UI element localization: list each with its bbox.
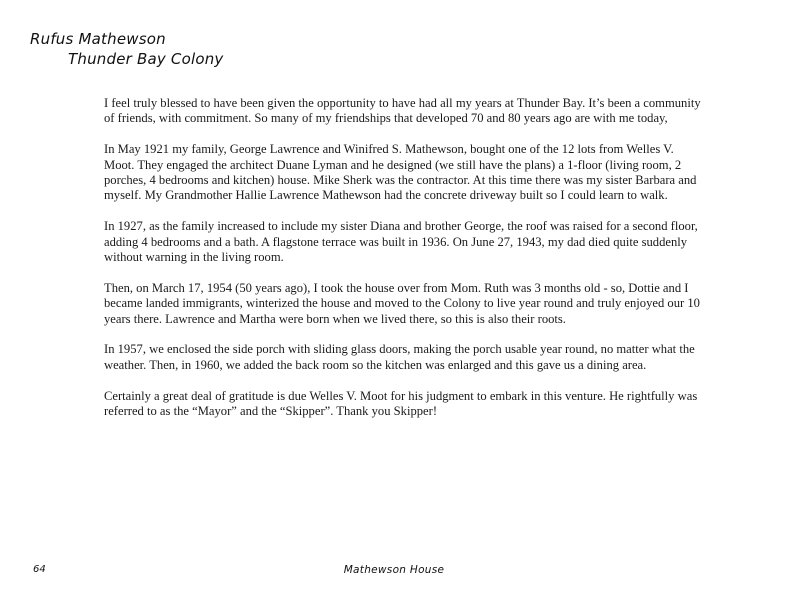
colony-name: Thunder Bay Colony: [68, 50, 224, 68]
author-name: Rufus Mathewson: [30, 30, 166, 48]
paragraph-5: In 1957, we enclosed the side porch with sliding glass doors, making the porch usable year round, no matter what the weather. Then, in 1960, we added the back room so the kitchen was enlarged and this gave us a dining area.: [104, 342, 695, 372]
paragraph-1: I feel truly blessed to have been given the opportunity to have had all my years at Thunder Bay. It’s been a community of friends, with commitment. So many of my friendships that developed 70 and 80 years ago are with me today,: [104, 96, 701, 126]
paragraph-2: In May 1921 my family, George Lawrence and Winifred S. Mathewson, bought one of the 12 lots from Welles V. Moot. They engaged the architect Duane Lyman and he designed (we still have the plans) a 1-floor (living room, 2 porches, 4 bedrooms and kitchen) house. Mike Sherk was the contractor. At this time there was my sister Barbara and myself. My Grandmother Hallie Lawrence Mathewson had the concrete driveway built so I could learn to walk.: [104, 142, 697, 203]
article-body: [104, 96, 704, 435]
paragraph-4: Then, on March 17, 1954 (50 years ago), I took the house over from Mom. Ruth was 3 months old - so, Dottie and I became landed immigrants, winterized the house and moved to the Colony to live year round and truly enjoyed our 10 years there. Lawrence and Martha were born when we lived there, so this is also their roots.: [104, 280, 700, 326]
paragraph-3: In 1927, as the family increased to include my sister Diana and brother George, the roof was raised for a second floor, adding 4 bedrooms and a bath. A flagstone terrace was built in 1936. On June 27, 1943, my dad died quite suddenly without warning in the living room.: [104, 219, 698, 265]
page-number: 64: [33, 564, 46, 575]
footer-title: Mathewson House: [343, 564, 445, 576]
paragraph-6: Certainly a great deal of gratitude is due Welles V. Moot for his judgment to embark in this venture. He rightfully was referred to as the “Mayor” and the “Skipper”. Thank you Skipper!: [104, 388, 698, 419]
